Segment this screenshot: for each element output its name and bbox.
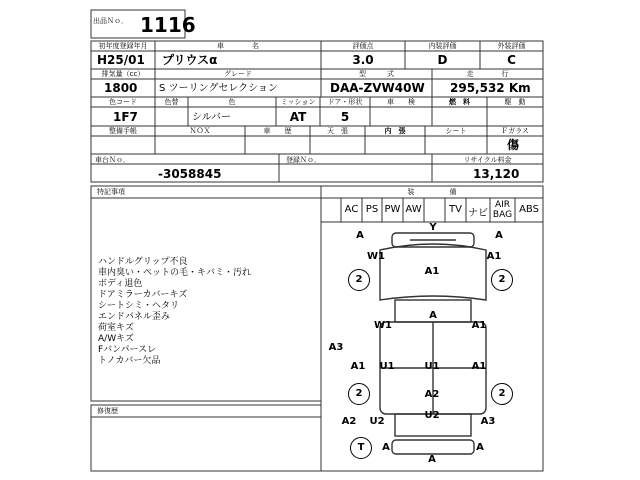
damage-left-front-door: W1	[374, 320, 392, 331]
equipment-label: 装 備	[407, 188, 457, 196]
damage-rear-right: A3	[480, 416, 496, 427]
first-reg-value: H25/01	[97, 53, 145, 67]
equip-tv: TV	[449, 204, 462, 215]
damage-wheel-lr: 2	[348, 383, 370, 405]
note-item: 車内臭い・ペットの毛・キバミ・汚れ	[98, 268, 252, 278]
color-value: シルバー	[192, 112, 232, 123]
lot-label: 出品Ｎｏ．	[93, 17, 128, 25]
score-value: 3.0	[352, 53, 374, 67]
note-item: 荷室キズ	[98, 323, 134, 333]
note-item: エンドパネル歪み	[98, 312, 170, 322]
note-item: トノカバー欠品	[98, 356, 161, 366]
history-label: 車 歴	[263, 127, 292, 135]
damage-front-bumper: Y	[429, 222, 437, 233]
chassis-label: 車台Ｎｏ．	[95, 156, 130, 164]
equip-navi: ナビ	[468, 208, 488, 219]
grade-value: S ツーリングセレクション	[159, 83, 278, 94]
damage-rear-left: A2	[341, 416, 357, 427]
damage-rear-left-corner: A	[382, 442, 390, 453]
damage-front-left: A	[356, 230, 364, 241]
note-item: A/Wキズ	[98, 334, 134, 344]
note-item: ドアミラーカバーキズ	[98, 290, 188, 300]
color-code-value: 1F7	[113, 110, 138, 124]
grade-label: グレード	[224, 70, 252, 78]
equip-pw: PW	[384, 204, 401, 215]
damage-left-rear-door-2: U1	[379, 361, 395, 372]
displacement-value: 1800	[104, 81, 138, 95]
damage-left-rear-door: A1	[350, 361, 366, 372]
fuel-label: 燃 料	[449, 98, 470, 106]
lot-number: 1116	[140, 13, 196, 37]
mileage-value: 295,532 Km	[450, 81, 531, 95]
damage-trunk: U2	[424, 410, 440, 421]
color-label: 色	[228, 98, 236, 106]
nox-label: ＮＯＸ	[189, 127, 211, 135]
fglass-value: 傷	[507, 138, 520, 152]
equip-aw: AW	[405, 204, 422, 215]
damage-roof: A	[429, 310, 437, 321]
equip-airbag: AIR BAG	[492, 200, 513, 220]
note-item: シートシミ・ヘタリ	[98, 301, 180, 311]
doors-label: ドア・形状	[327, 98, 363, 106]
equip-ps: PS	[365, 204, 379, 215]
damage-hood: A1	[424, 266, 440, 277]
interior-label: 内 張	[384, 127, 406, 135]
damage-wheel-lf: 2	[348, 269, 370, 291]
exterior-score-value: C	[507, 53, 516, 67]
damage-rear-area: A2	[424, 389, 440, 400]
interior-score-value: D	[437, 53, 448, 67]
damage-left-fender: W1	[367, 251, 385, 262]
note-item: ハンドルグリップ不良	[98, 257, 188, 267]
repair-label: 修復歴	[97, 407, 118, 415]
chassis-value: -3058845	[158, 167, 222, 181]
transmission-label: ミッション	[280, 98, 316, 106]
reg-no-label: 登録Ｎｏ．	[286, 156, 321, 164]
note-item: Fバンパースレ	[98, 345, 157, 355]
model-value: DAA-ZVW40W	[330, 81, 425, 95]
score-label: 評価点	[352, 42, 374, 50]
fglass-label: Ｆガラス	[501, 127, 529, 135]
notes-label: 特記事項	[97, 188, 125, 196]
seat-label: シート	[445, 127, 467, 135]
manual-label: 整備手帳	[109, 127, 137, 135]
damage-wheel-rr: 2	[491, 383, 513, 405]
inspection-label: 車 検	[387, 98, 415, 106]
color-code-label: 色コード	[109, 98, 137, 106]
recycle-value: 13,120	[473, 167, 520, 181]
color-num-label: 色替	[164, 98, 179, 106]
damage-rear-left-2: U2	[369, 416, 385, 427]
damage-left-quarter: A3	[328, 342, 344, 353]
drive-label: 駆 動	[504, 98, 526, 106]
exterior-score-label: 外装評価	[497, 42, 526, 50]
displacement-label: 排気量（cc）	[101, 70, 145, 78]
damage-wheel-rf: 2	[491, 269, 513, 291]
damage-right-front-door: A1	[471, 320, 487, 331]
damage-center: U1	[424, 361, 440, 372]
damage-right-fender: A1	[486, 251, 502, 262]
damage-spare-tire: T	[350, 437, 372, 459]
transmission-value: AT	[289, 110, 307, 124]
car-name-label: 車 名	[217, 42, 259, 50]
car-name-value: プリウスα	[162, 53, 218, 67]
damage-rear-right-corner: A	[476, 442, 484, 453]
sunroof-label: 天 張	[327, 127, 348, 135]
note-item: ボディ退色	[98, 279, 143, 289]
first-reg-label: 初年度登録年月	[98, 42, 148, 50]
recycle-label: リサイクル料金	[463, 156, 512, 164]
mileage-label: 走 行	[466, 70, 509, 78]
doors-value: 5	[340, 110, 350, 124]
model-label: 型 式	[359, 70, 394, 78]
equip-ac: AC	[344, 204, 359, 215]
interior-score-label: 内装評価	[428, 42, 457, 50]
damage-front-right: A	[495, 230, 503, 241]
equip-abs: ABS	[519, 204, 539, 215]
damage-right-rear-door: A1	[471, 361, 487, 372]
damage-rear-bumper: A	[428, 454, 436, 465]
